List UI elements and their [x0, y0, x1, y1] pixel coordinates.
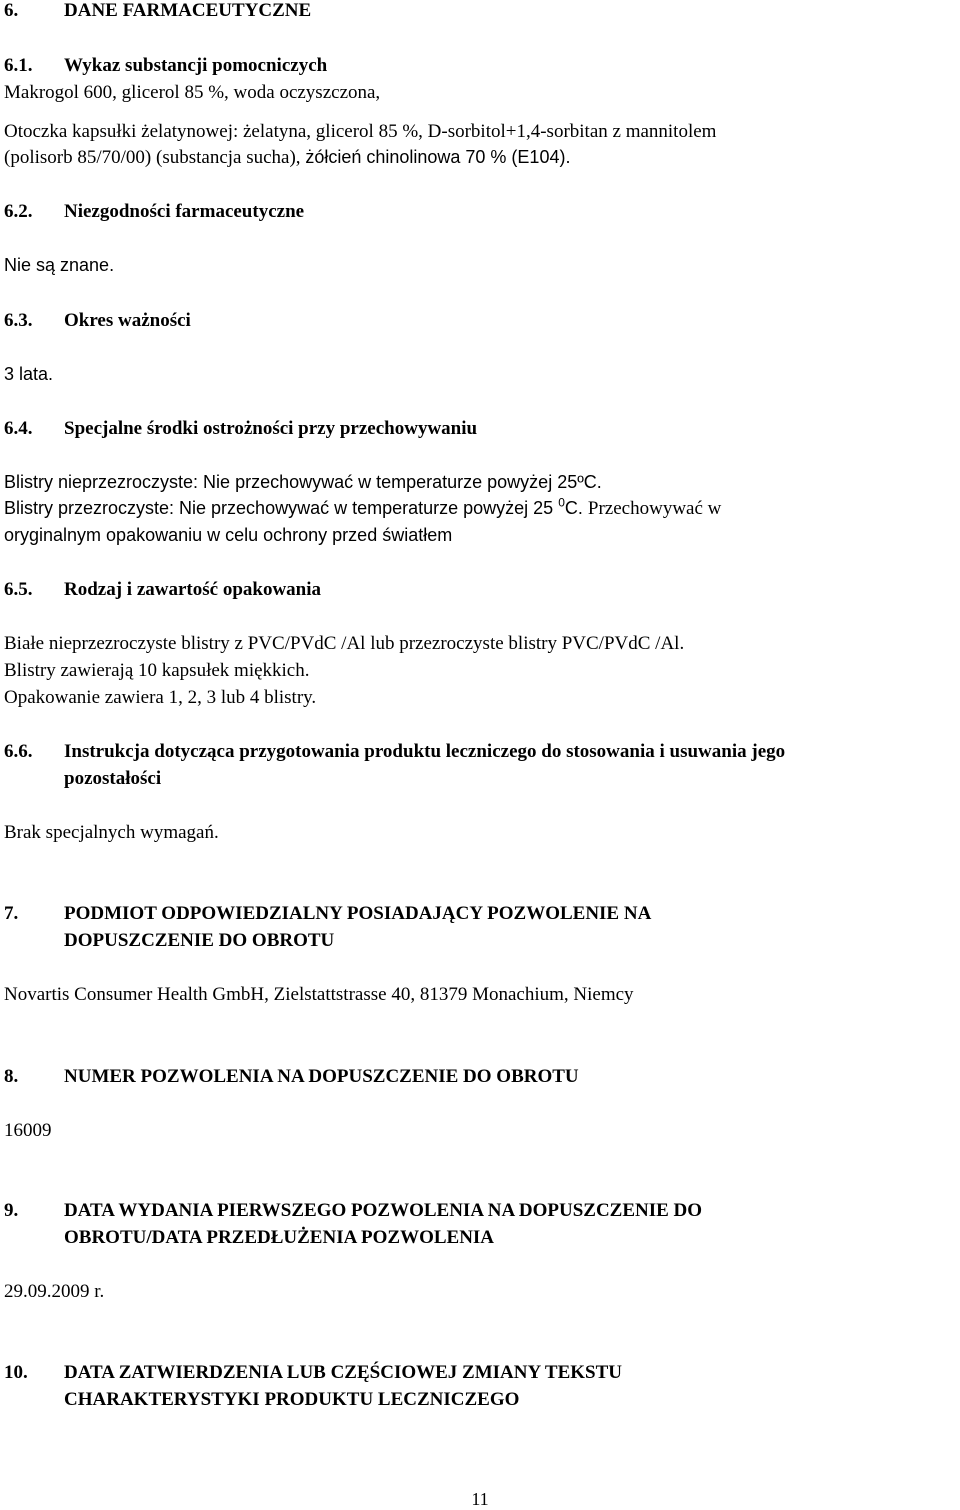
body-text-part: (polisorb 85/70/00) (substancja sucha), — [4, 147, 306, 168]
section-title: DATA ZATWIERDZENIA LUB CZĘŚCIOWEJ ZMIANY TEKSTU — [64, 1362, 622, 1383]
section-number: 6.6. — [4, 741, 33, 762]
body-text — [4, 147, 570, 169]
section-title: PODMIOT ODPOWIEDZIALNY POSIADAJĄCY POZWOLENIE NA — [64, 903, 652, 924]
section-number: 9. — [4, 1200, 19, 1221]
section-number: 8. — [4, 1066, 19, 1087]
body-text-part: Przechowywać w — [587, 498, 722, 519]
section-title: Niezgodności farmaceutyczne — [64, 201, 305, 222]
section-title: Wykaz substancji pomocniczych — [64, 55, 328, 76]
body-text: 29.09.2009 r. — [4, 1281, 105, 1302]
body-text: 16009 — [4, 1120, 52, 1141]
body-text: Opakowanie zawiera 1, 2, 3 lub 4 blistry. — [4, 687, 317, 708]
section-title: Instrukcja dotycząca przygotowania produktu leczniczego do stosowania i usuwania jego — [64, 741, 786, 762]
body-text-part: żółcień chinolinowa 70 % (E104). — [305, 147, 571, 167]
body-text: Makrogol 600, glicerol 85 %, woda oczyszczona, — [4, 82, 381, 103]
section-number: 6.5. — [4, 579, 33, 600]
body-text: Białe nieprzezroczyste blistry z PVC/PVdC /Al lub przezroczyste blistry PVC/PVdC /Al. — [4, 633, 685, 654]
section-title: DOPUSZCZENIE DO OBROTU — [64, 930, 335, 951]
section-number: 7. — [4, 903, 19, 924]
section-number: 6.4. — [4, 418, 33, 439]
section-title: Specjalne środki ostrożności przy przechowywaniu — [64, 418, 478, 439]
body-text: Blistry nieprzezroczyste: Nie przechowywać w temperaturze powyżej 25ºC. — [4, 472, 602, 492]
section-title: CHARAKTERYSTYKI PRODUKTU LECZNICZEGO — [64, 1389, 520, 1410]
section-title: OBROTU/DATA PRZEDŁUŻENIA POZWOLENIA — [64, 1227, 495, 1248]
body-text-part: Blistry przezroczyste: Nie przechowywać w temperaturze powyżej 25 — [4, 498, 559, 518]
section-title: pozostałości — [64, 768, 162, 789]
body-text-part: C. — [564, 498, 588, 518]
body-text: Nie są znane. — [4, 255, 115, 275]
section-number: 6. — [4, 0, 19, 21]
section-number: 6.1. — [4, 55, 33, 76]
section-title: DANE FARMACEUTYCZNE — [64, 0, 312, 21]
superscript: 0 — [558, 495, 565, 510]
section-number: 6.3. — [4, 310, 33, 331]
body-text: Otoczka kapsułki żelatynowej: żelatyna, glicerol 85 %, D-sorbitol+1,4-sorbitan z mannitolem — [4, 121, 717, 142]
page-number: 11 — [471, 1489, 489, 1509]
body-text: oryginalnym opakowaniu w celu ochrony przed światłem — [4, 525, 453, 545]
section-title: Rodzaj i zawartość opakowania — [64, 579, 322, 600]
section-title: Okres ważności — [64, 310, 191, 331]
body-text: Novartis Consumer Health GmbH, Zielstattstrasse 40, 81379 Monachium, Niemcy — [4, 984, 634, 1005]
body-text — [4, 495, 722, 520]
body-text: 3 lata. — [4, 364, 54, 384]
body-text: Brak specjalnych wymagań. — [4, 822, 219, 843]
body-text: Blistry zawierają 10 kapsułek miękkich. — [4, 660, 310, 681]
section-number: 10. — [4, 1362, 28, 1383]
section-title: NUMER POZWOLENIA NA DOPUSZCZENIE DO OBROTU — [64, 1066, 579, 1087]
section-number: 6.2. — [4, 201, 33, 222]
section-title: DATA WYDANIA PIERWSZEGO POZWOLENIA NA DOPUSZCZENIE DO — [64, 1200, 703, 1221]
